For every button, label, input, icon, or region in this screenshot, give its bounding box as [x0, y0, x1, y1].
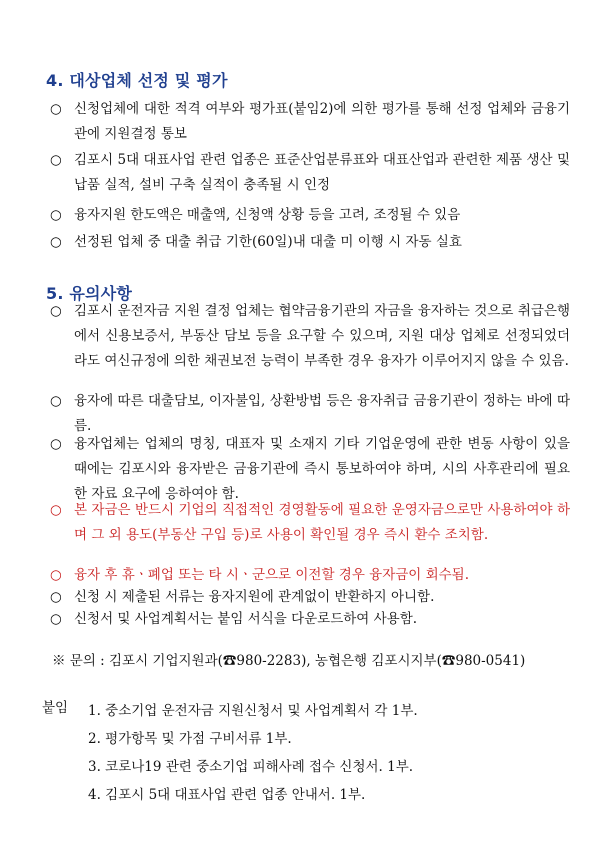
item-text: 김포시 5대 대표사업 관련 업종은 표준산업분류표와 대표산업과 관련한 제품 생산 및 납품 실적, 설비 구축 실적이 충족될 시 인정: [74, 152, 570, 193]
section-5-item: [50, 299, 570, 374]
item-text: 융자업체는 업체의 명칭, 대표자 및 소재지 기타 기업운영에 관한 변동 사항이 있을 때에는 김포시와 융자받은 금융기관에 즉시 통보하여야 하며, 시의 사후관리에 필요한 자료 요구에 응하여야 함.: [74, 436, 570, 502]
item-text: 선정된 업체 중 대출 취급 기한(60일)내 대출 미 이행 시 자동 실효: [74, 234, 462, 250]
bullet-icon: ○: [50, 101, 62, 117]
item-text: 신청업체에 대한 적격 여부와 평가표(붙임2)에 의한 평가를 통해 선정 업체와 금융기관에 지원결정 통보: [74, 101, 570, 142]
item-text: 융자에 따른 대출담보, 이자불입, 상환방법 등은 융자취급 금융기관이 정하는 바에 따름.: [74, 393, 570, 434]
item-text: 융자 후 휴ㆍ폐업 또는 타 시ㆍ군으로 이전할 경우 융자금이 회수됨.: [74, 567, 470, 583]
section-5-item-warning: [50, 498, 570, 548]
attachment-item: 3. 코로나19 관련 중소기업 피해사례 접수 신청서. 1부.: [88, 759, 414, 775]
bullet-icon: ○: [50, 502, 62, 518]
attachments-list: [88, 697, 418, 809]
bullet-icon: ○: [50, 436, 62, 452]
bullet-icon: ○: [50, 589, 62, 605]
item-text: 신청 시 제출된 서류는 융자지원에 관계없이 반환하지 아니함.: [74, 589, 435, 605]
item-text: 융자지원 한도액은 매출액, 신청액 상황 등을 고려, 조정될 수 있음: [74, 207, 461, 223]
attachment-item: 1. 중소기업 운전자금 지원신청서 및 사업계획서 각 1부.: [88, 703, 418, 719]
bullet-icon: ○: [50, 303, 62, 319]
bullet-icon: ○: [50, 611, 62, 627]
bullet-icon: ○: [50, 152, 62, 168]
bullet-icon: ○: [50, 393, 62, 409]
contact-note: ※ 문의 : 김포시 기업지원과(☎980-2283), 농협은행 김포시지부(☎980-0541): [52, 653, 526, 669]
attachments-label: 붙임: [42, 700, 69, 716]
section-4-item: [50, 203, 570, 228]
item-text: 본 자금은 반드시 기업의 직접적인 경영활동에 필요한 운영자금으로만 사용하여야 하며 그 외 용도(부동산 구입 등)로 사용이 확인될 경우 즉시 환수 조치함.: [74, 502, 570, 543]
section-4-item: [50, 97, 570, 147]
item-text: 김포시 운전자금 지원 결정 업체는 협약금융기관의 자금을 융자하는 것으로 취급은행에서 신용보증서, 부동산 담보 등을 요구할 수 있으며, 지원 대상 업체로 선정되었더라도 여신규정에 의한 채권보전 능력이 부족한 경우 융자가 이루어지지 않을 수 있음.: [74, 303, 570, 369]
bullet-icon: ○: [50, 234, 62, 250]
attachment-item: 2. 평가항목 및 가점 구비서류 1부.: [88, 731, 292, 747]
section-4-item: [50, 230, 570, 255]
attachment-item: 4. 김포시 5대 대표사업 관련 업종 안내서. 1부.: [88, 787, 366, 803]
section-4-heading: 4. 대상업체 선정 및 평가: [46, 71, 228, 90]
item-text: 신청서 및 사업계획서는 붙임 서식을 다운로드하여 사용함.: [74, 611, 418, 627]
bullet-icon: ○: [50, 207, 62, 223]
section-5-heading: 5. 유의사항: [46, 284, 133, 303]
section-5-item: [50, 432, 570, 507]
bullet-icon: ○: [50, 567, 62, 583]
section-5-item: [50, 607, 570, 632]
section-4-item: [50, 148, 570, 198]
